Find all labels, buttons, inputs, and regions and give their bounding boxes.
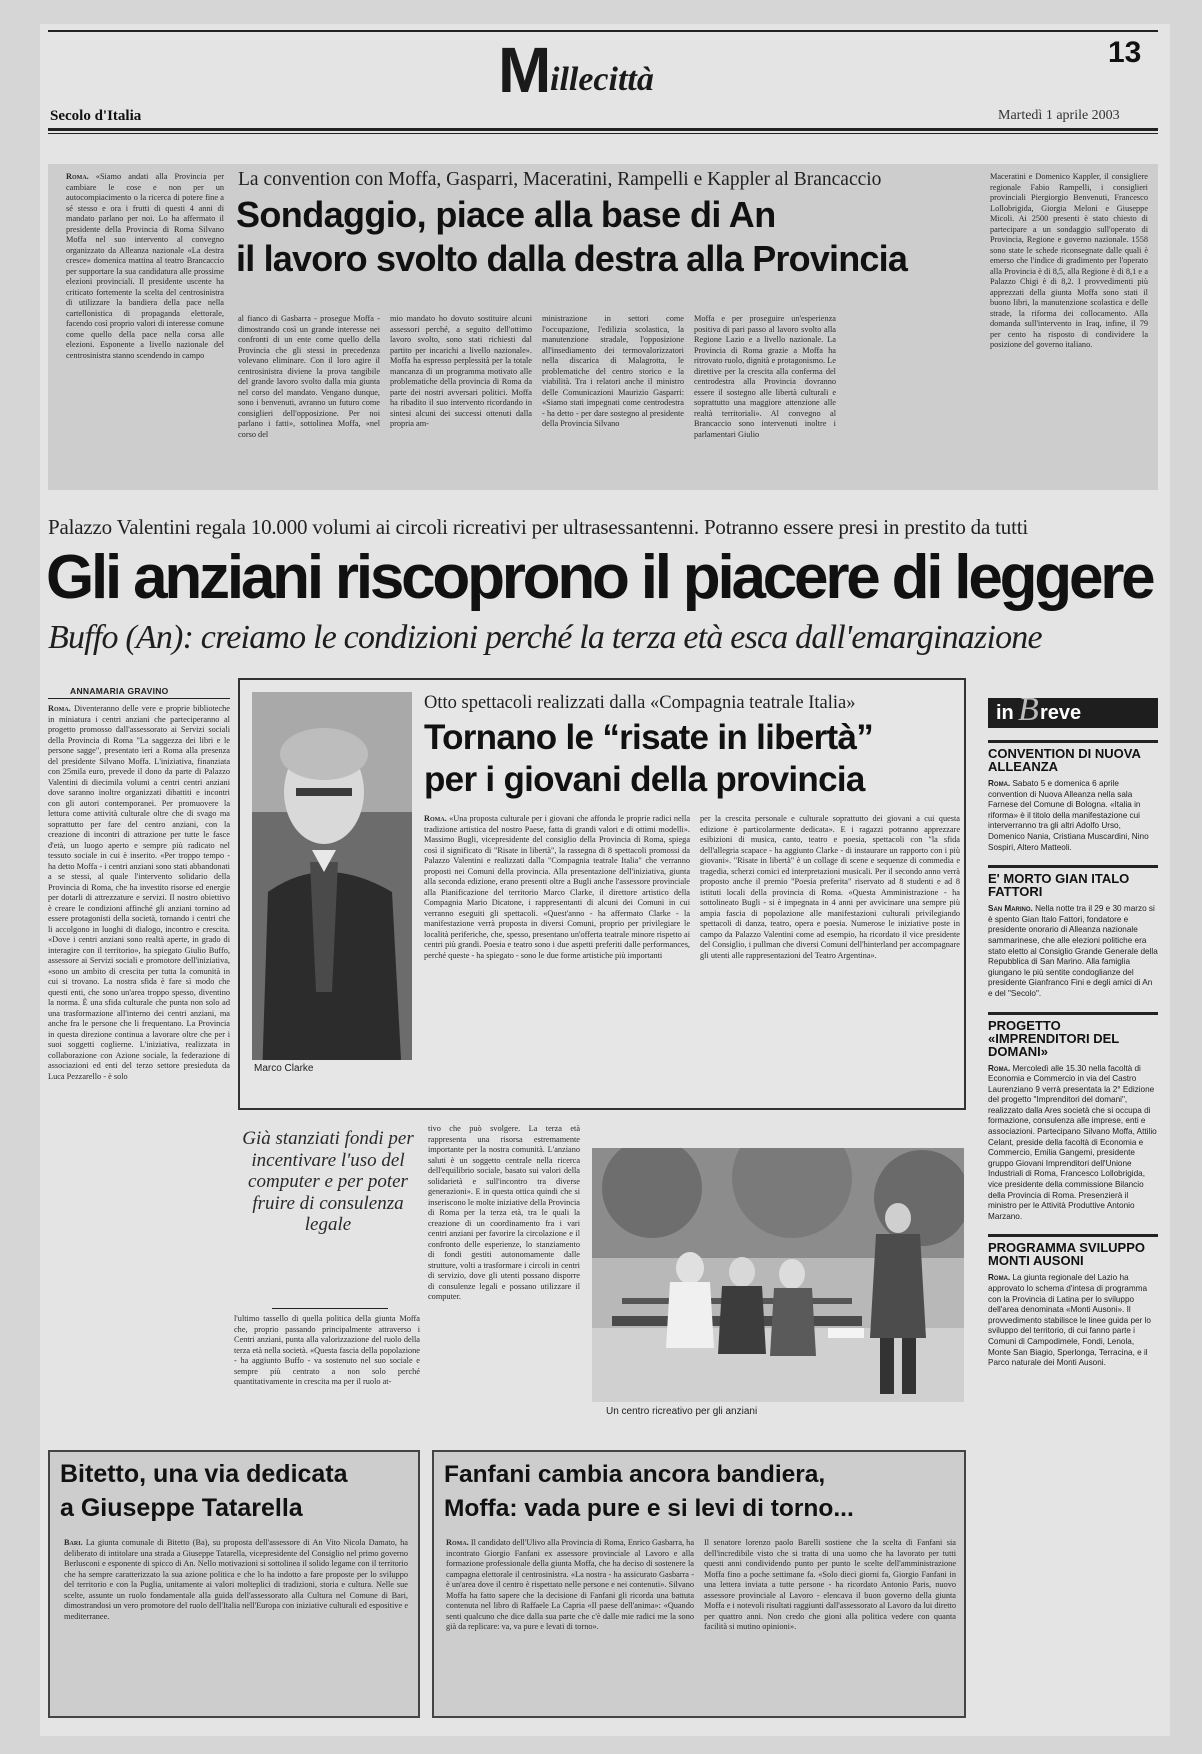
main-story-subheadline: Buffo (An): creiamo le condizioni perché la terza età esca dall'emarginazione — [48, 619, 1042, 656]
brief-rule — [988, 1012, 1158, 1015]
brief-title: PROGETTO «IMPRENDITORI DEL DOMANI» — [988, 1017, 1119, 1059]
newspaper-page — [40, 24, 1170, 1736]
brief-text: Roma. Sabato 5 e domenica 6 aprile convention di Nuova Alleanza nella sala Farnese del Comune di Bologna. «Italia in riforma» è il titolo della manifestazione cui interverranno tra gli altri Adolfo Urso, Domenico Nania, Cristiana Muscardini, Nino Sospiri, Altero Matteoli. — [988, 779, 1149, 852]
byline-rule — [48, 698, 230, 699]
top-story-headline-2: il lavoro svolto dalla destra alla Provincia — [236, 238, 908, 279]
brief-list — [988, 740, 1158, 1369]
byline: ANNAMARIA GRAVINO — [70, 686, 169, 696]
paper-name: Secolo d'Italia — [50, 108, 142, 124]
fanfani-story-box — [432, 1450, 966, 1718]
brief-title: CONVENTION DI NUOVA ALLEANZA — [988, 746, 1141, 774]
masthead-rule-thin — [48, 133, 1158, 134]
top-story-col-4: ministrazione in settori come l'occupazione, l'edilizia scolastica, la manutenzione stradale, l'opposizione all'insediamento dei termovalorizzatori nella discarica di Malagrotta, le problematiche del centro storico e la viabilità. Tra i relatori anche il ministro delle Comunicazioni Maurizio Gasparri: «Siamo stati impegnati come centrodestra - ha detto - per dare sostegno al presidente della Provincia Silvano — [542, 314, 684, 428]
top-story-kicker: La convention con Moffa, Gasparri, Maceratini, Rampelli e Kappler al Brancaccio — [238, 169, 882, 190]
top-story-headline-1: Sondaggio, piace alla base di An — [236, 194, 776, 235]
brief-text: Roma. La giunta regionale del Lazio ha approvato lo schema d'intesa di programma con la Provincia di Latina per lo sviluppo dell'area denominata «Monti Ausoni». Il provvedimento stabilisce le linee guida per lo sviluppo del territorio, di cui fanno parte i Comuni di Campodimele, Fondi, Lenola, Monte San Biagio, Sperlonga, Terracina, e il Parco naturale dei Monti Ausoni. — [988, 1273, 1151, 1368]
brief-rule — [988, 865, 1158, 868]
in-breve-logo-rest: reve — [1040, 702, 1082, 724]
theatre-col-b: per la crescita personale e culturale soprattutto dei giovani a cui questa edizione è particolarmente dedicata». E i ragazzi potranno apprezzare esibizioni di musica, canto, teatro e poesia, spettacoli con "la sfida dell'allegria scapace - ha aggiunto Clarke - di instaurare un rapporto con i più giovani». "Risate in libertà" è un collage di scene e sequenze di commedia e tragedia, scherzi comici ed interpretazioni musicali. Per il secondo anno verrà proposto anche il premio "Poesia preferita" riservato ad 8 studenti e ad 8 istituti locali della provincia di Roma. «Questa Amministrazione - ha sottolineato Bugli - si è impegnata in 4 anni per avvicinare una sempre più ampia fascia di popolazione alle manifestazioni culturali privilegiando spettacoli di danza, teatro, opera e poesia. Numerose le iniziative poste in campo da Palazzo Valentini come ad esempio, ha ricordato il vice presidente del Consiglio, i pullman che diversi Comuni dell'hinterland per accompagnare gli utenti alle rappresentazioni del Teatro Argentina». — [700, 814, 960, 960]
brief-text: Roma. Mercoledì alle 15.30 nella facoltà di Economia e Commercio in via del Castro Laurenziano 9 verrà presentata la 2° Edizione del progetto "Imprenditori del domani", realizzato dalla Ares società che si occupa di formazione, consulenza alle imprese, enti e associazioni. Partecipano Silvano Moffa, Attilio Celant, preside della facoltà di Economia e Commercio, Emilia Gangemi, presidente gruppo Giovani Imprenditori dell'Unione Industriali di Roma, Francesco Lollobrigida, vice presidente della commissione Bilancio della Provincia di Roma. Presenzierà il ministro per le Attività Produttive Antonio Marzano. — [988, 1063, 1157, 1221]
top-story-box — [48, 164, 1158, 490]
fanfani-headline-2: Moffa: vada pure e si levi di torno... — [444, 1495, 854, 1522]
theatre-col-a: Roma. «Una proposta culturale per i giovani che affonda le proprie radici nella tradizione artistica del nostro Paese, fatta di grandi valori e di ottimi modelli». Massimo Bugli, vicepresidente del consiglio della Provincia di Roma, spiega così il significato di "Risate in libertà", la rassegna di 8 spettacoli promossi da Palazzo Valentini e realizzati dalla "Compagnia teatrale Italia" che verranno proposti nei Comuni della provincia. Alla presentazione dell'iniziativa, giunta alla seconda edizione, erano presenti oltre a Bugli anche l'assessore provinciale alla Pianificazione del territorio Marco Clarke, il direttore artistico della Compagnia Mario Dicatone, i rappresentanti di alcuni dei Comuni in cui verranno eseguiti gli spettacoli. «Quest'anno - ha affermato Clarke - la manifestazione verrà proposta in diversi Comuni, proprio per privilegiare le località periferiche, che, spesso, presentano un'offerta teatrale minore rispetto ai centri più grandi. Poesia e teatro sono i due aspetti preferiti dalle performances, perché queste - ha spiegato - sono le due forme artistiche più importanti — [424, 814, 690, 960]
theatre-headline-2: per i giovani della provincia — [424, 760, 865, 799]
bitetto-headline-2: a Giuseppe Tatarella — [60, 1494, 303, 1522]
bitetto-body: Bari. La giunta comunale di Bitetto (Ba), su proposta dell'assessore di An Vito Nicola Damato, ha deliberato di intitolare una strada a Giuseppe Tatarella, vicepresidente del Consiglio nel primo governo Berlusconi e esponente di spicco di An. Nello motivazioni si sottolinea il solido legame con il territorio che ha sempre caratterizzato la sua azione politica e che lo ha indotto a fare proposte per lo sviluppo del territorio e con la Puglia, unitamente ai valori molteplici di tradizioni, storia e cultura. Nelle sue scelte, assunte un ruolo fondamentale alla guida dell'assessorato alla Cultura nel Comune di Bari, dimostrandosi un vero promotore del ruolo dell'Italia nell'Europa con iniziative culturali ed espositive e mediterranee. — [64, 1538, 408, 1621]
section-title: illecittà — [550, 61, 654, 98]
top-story-col-6: Maceratini e Domenico Kappler, il consigliere regionale Fabio Rampelli, i consiglieri provinciali Piergiorgio Benvenuti, Francesco Lollobrigida, Giorgia Meloni e Giuseppe Micoli. Ai 2500 presenti è stato chiesto di partecipare a un sondaggio sull'operato di Provincia, Regione e governo nazionale. 1558 sono state le schede riconsegnate dalle quali è emerso che l'indice di gradimento per l'operato alla Provincia è di 8,5, alla Regione è di 8,1 e a Palazzo Chigi è di 8,2. I provvedimenti più apprezzati della giunta Moffa sono stati il buono libri, la manutenzione scolastica e delle strade, la riforma dei collocamento. Alla domanda sull'intervento in Iraq, infine, il 79 per cento ha risposto di condividere la posizione del governo italiano. — [990, 172, 1148, 349]
bitetto-headline-1: Bitetto, una via dedicata — [60, 1460, 348, 1488]
theatre-story-box — [238, 678, 966, 1110]
brief-title: PROGRAMMA SVILUPPO MONTI AUSONI — [988, 1240, 1145, 1269]
main-story-headline: Gli anziani riscoprono il piacere di leggere — [46, 543, 1153, 612]
section-initial: M — [498, 34, 550, 106]
top-story-col-2: al fianco di Gasbarra - prosegue Moffa - dimostrando così un grande interesse nei confronti di un ente come quello della Provincia che gli stessi in precedenza volevano eliminare. Con il loro agire il centrosinistra diviene la prova tangibile del grande lavoro svolto dalla mia giunta nel corso del mandato. Vengano dunque, sono i benvenuti, avranno un futuro come consiglieri dell'opposizione. Per noi parlano i fatti», sottolinea Moffa, «nel corso del — [238, 314, 380, 439]
photo-caption-elderly: Un centro ricreativo per gli anziani — [606, 1406, 758, 1417]
top-story-col-3: mio mandato ho dovuto sostituire alcuni assessori perché, a seguito dell'ottimo lavoro svolto, sono stati richiesti dal partito per incarichi a livello nazionale». Moffa ha espresso perplessità per la totale mancanza di un programma motivato alle problematiche della provincia di Roma da parte dei nostri avversari politici. Moffa ha ribadito il suo intervento ricordando in sintesi alcuni dei successi ottenuti dalla propria am- — [390, 314, 532, 428]
in-breve-logo-in: in — [996, 702, 1014, 724]
elderly-photo — [592, 1148, 964, 1402]
top-story-intro: Roma. «Siamo andati alla Provincia per cambiare le cose e non per un autocompiacimento o la ricerca di potere fine a sé stesso e ora i frutti di questi 4 anni di mandato parlano per noi. Lo ha affermato il presidente della Provincia di Roma Silvano Moffa nel suo intervento al convegno organizzato da Alleanza nazionale «La destra cresce» domenica mattina al teatro Brancaccio per supportare la sua candidatura alle prossime elezioni provinciali. Il presidente uscente ha criticato fortemente la scelta del centrosinistra di utilizzare la bandiera della pace nella cartellonistica di propaganda elettorale, facendo così proprio valori di interesse comune come quello della pace nella corsa alle elezioni. Esponente a livello nazionale del centrosinistra stanno scendendo in campo — [66, 172, 224, 360]
brief-title: E' MORTO GIAN ITALO FATTORI — [988, 871, 1130, 900]
main-story-col-b: l'ultimo tassello di quella politica della giunta Moffa che, proprio passando principalmente attraverso i Centri anziani, punta alla valorizzazione del ruolo della terza età nella società. «Questa fascia della popolazione - ha aggiunto Buffo - va sostenuto nel suo sociale e sempre più centrato a non solo perché quantitativamente in crescita ma per il ruolo at- — [234, 1314, 420, 1386]
in-breve-logo — [988, 691, 1158, 728]
fanfani-headline-1: Fanfani cambia ancora bandiera, — [444, 1461, 826, 1488]
main-story-body: Roma. Diventeranno delle vere e proprie biblioteche in miniatura i centri anziani che parteciperanno al progetto promosso dall'assessorato ai Servizi sociali della Provincia di Roma "La saggezza dei libri e le persone sagge", presentato ieri a Roma alla presenza del presidente Silvano Moffa. L'iniziativa, finanziata con 25mila euro, prevede il dono da parte di Palazzo Valentini di diecimila volumi a centri centri anziani dove saranno inoltre organizzati dibattiti e incontri con gli autori contemporanei. Per promuovere la lettura come attività culturale oltre che di svago ma soprattutto per fare del centro anziani, con la creazione di incontri di attrazione per tutte le fasce d'età, un luogo aperto e sempre più radicato nel tessuto sociale in cui è inserito. «Per troppo tempo - ha detto Moffa - i centri anziani sono stati abbandonati a se stessi, al quale l'intervento solidario della Provincia di Roma, che ha investito risorse ed energie per dotarli di attrezzature e servizi. Il nostro obiettivo è creare le condizioni affinché gli anziani tornino ad essere protagonisti della società, tornando i centri che li accolgono in luoghi di dialogo, incontro e crescita. «Dove i centri anziani sono realtà aperte, in grado di interagire con il territorio», ha spiegato Giulio Buffo, assessore ai Servizi sociali e promotore dell'iniziativa, «sono un ambito di crescita per tutta la comunità in cui si trovano. La nostra sfida è fare sì modo che questi enti, che sono un'area troppo spesso, diventino la norma. È una sfida culturale che punta non solo ad una trasformazione all'interno dei centri anziani, ma anche fra le persone che li frequentano. La Provincia in questa direzione continua a lavorare oltre che per i suoi soggetti coglierne. L'iniziativa, realizzata in collaborazione con Azione sociale, la federazione di associazioni ed enti del terzo settore presieduta da Luca Pezzarello - è solo — [48, 704, 230, 1081]
pullquote-rule — [272, 1308, 388, 1309]
top-rule — [48, 30, 1158, 32]
fanfani-col-b: Il senatore lorenzo paolo Barelli sostiene che la scelta di Fanfani sia dell'incredibile visto che si tratta di una uomo che ha lavorato per tutti questi anni condividendo punto per punto le scelte dell'amministrazione Moffa fino a poche settimane fa. «Solo dieci giorni fa, Giorgio Fanfani in una lettera inviata a tutte persone - ha ricordato Antonio Paris, nuovo assessore provinciale al Lavoro - elencava il buon governo della giunta Moffa e i notevoli risultati raggiunti dall'assessorato al Lavoro da lui diretto per quattro anni. Non credo che gioni alla politica vedere con quanta facilità si mutino opinioni». — [704, 1538, 956, 1631]
theatre-kicker: Otto spettacoli realizzati dalla «Compagnia teatrale Italia» — [424, 693, 856, 713]
top-story-col-5: Moffa e per proseguire un'esperienza positiva di pari passo al lavoro svolto alla Regione Lazio e a livello nazionale. La Provincia di Roma grazie a Moffa ha ritrovato ruolo, dignità e protagonismo. Le direttive per la crescita alla conferma del centrodestra alla Provincia dovranno essere il sostegno alle libertà culturali e soprattutto una maggiore attenzione alle realtà territoriali». Al convegno al Brancaccio sono intervenuti inoltre i parlamentari Giulio — [694, 314, 836, 439]
park-bench-illustration — [592, 1148, 964, 1402]
photo-caption-clarke: Marco Clarke — [252, 1060, 412, 1078]
masthead-rule — [48, 128, 1158, 131]
page-number: 13 — [1108, 36, 1142, 69]
fanfani-col-a: Roma. Il candidato dell'Ulivo alla Provincia di Roma, Enrico Gasbarra, ha incontrato Giorgio Fanfani ex assessore provinciale al Lavoro e alla formazione professionale della giunta Moffa, che ha deciso di sostenere la campagna elettorale il centrosinistra. «La nostra - ha assicurato Gasbarra - è un'area dove il centro è rispettato nelle persone e nei contenuti». Silvano Moffa ha fatto sapere che la decisione di Fanfani gli ricorda una battuta contenuta nel libro di Raffaele La Capria «Il paese dell'anima»: «Quando senti qualcuno che dice dalla sua parte che c'è dalle mie radici me la sono già da replicare: va, va pure e levati di torno». — [446, 1538, 694, 1631]
issue-date: Martedì 1 aprile 2003 — [998, 108, 1120, 123]
bitetto-story-box — [48, 1450, 420, 1718]
marco-clarke-photo — [252, 692, 412, 1078]
brief-rule — [988, 740, 1158, 743]
main-story-col-c: tivo che può svolgere. La terza età rappresenta una risorsa estremamente importante per la nostra comunità. L'anziano saluti è un soggetto centrale nella ricerca dell'equilibrio sociale, basato sui valori della solidarietà e sull'incontro tra diverse generazioni». E in questa ottica quindi che si inseriscono le molte iniziative della Provincia di Roma per la terza età, tra le quali la creazione di un coordinamento fra i vari centri anziani per favorire la circolazione e il confronto delle esperienze, lo stanziamento di fondi gestiti autonomamente dalle strutture, volti a trasformare i circoli in centri di servizio, dove gli utenti possano disporre di consulenze legali e possano utilizzare il computer. — [428, 1124, 580, 1301]
portrait-illustration — [252, 692, 412, 1078]
pullquote: Già stanziati fondi per incentivare l'uso del computer e per poter fruire di consulenza legale — [242, 1128, 414, 1235]
brief-text: San Marino. Nella notte tra il 29 e 30 marzo si è spento Gian Italo Fattori, fondatore e presidente onorario di Alleanza nazionale sammarinese, che alle elezioni politiche era stato eletto al Consiglio Grande Generale della Repubblica di San Marino. Alla famiglia giungano le più sentite condoglianze del presidente Gianfranco Fini e degli amici di An e del "Secolo". — [988, 904, 1158, 998]
brief-rule — [988, 1234, 1158, 1237]
theatre-headline-1: Tornano le “risate in libertà” — [424, 718, 874, 757]
in-breve-logo-b: B — [1018, 691, 1039, 728]
main-story-kicker: Palazzo Valentini regala 10.000 volumi ai circoli ricreativi per ultrasessantenni. Potranno essere presi in prestito da tutti — [48, 515, 1028, 539]
